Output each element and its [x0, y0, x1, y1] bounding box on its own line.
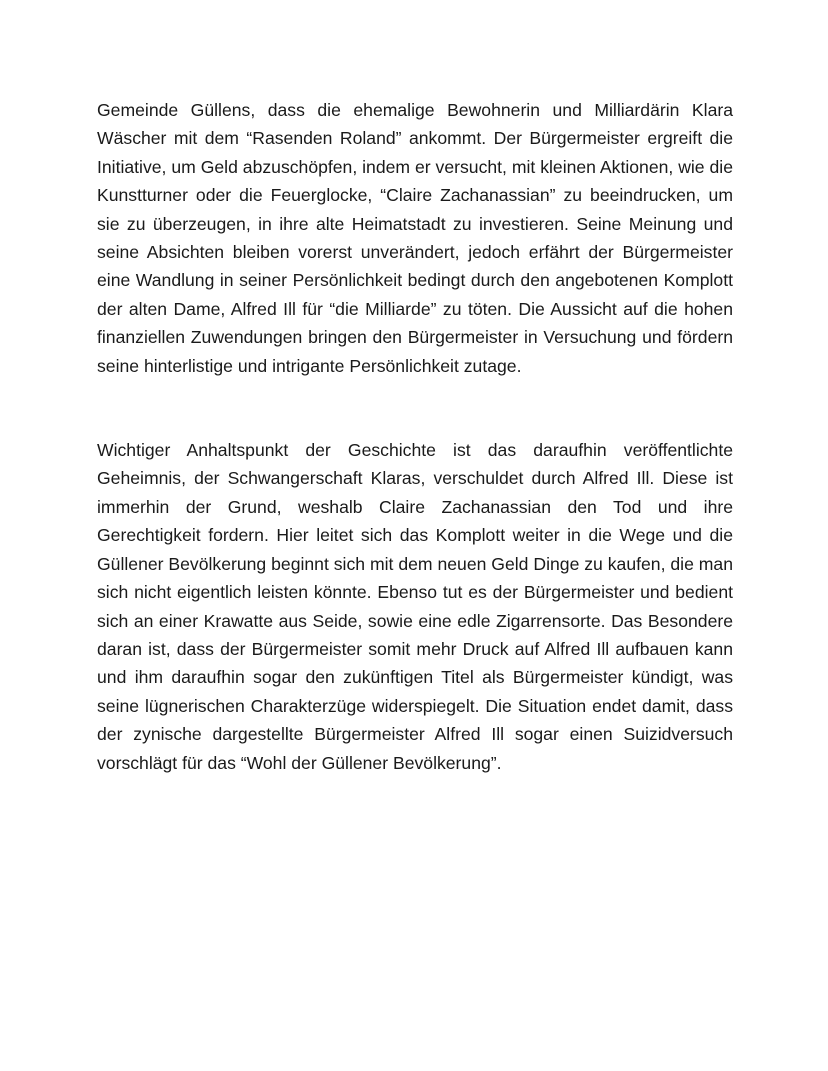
document-body — [97, 96, 733, 777]
paragraph-1: Gemeinde Güllens, dass die ehemalige Bewohnerin und Milliardärin Klara Wäscher mit dem “Rasenden Roland” ankommt. Der Bürgermeister ergreift die Initiative, um Geld abzuschöpfen, indem er versucht, mit kleinen Aktionen, wie die Kunstturner oder die Feuerglocke, “Claire Zachanassian” zu beeindrucken, um sie zu überzeugen, in ihre alte Heimatstadt zu investieren. Seine Meinung und seine Absichten bleiben vorerst unverändert, jedoch erfährt der Bürgermeister eine Wandlung in seiner Persönlichkeit bedingt durch den angebotenen Komplott der alten Dame, Alfred Ill für “die Milliarde” zu töten. Die Aussicht auf die hohen finanziellen Zuwendungen bringen den Bürgermeister in Versuchung und fördern seine hinterlistige und intrigante Persönlichkeit zutage. — [97, 100, 733, 376]
paragraph-2: Wichtiger Anhaltspunkt der Geschichte ist das daraufhin veröffentlichte Geheimnis, der Schwangerschaft Klaras, verschuldet durch Alfred Ill. Diese ist immerhin der Grund, weshalb Claire Zachanassian den Tod und ihre Gerechtigkeit fordern. Hier leitet sich das Komplott weiter in die Wege und die Güllener Bevölkerung beginnt sich mit dem neuen Geld Dinge zu kaufen, die man sich nicht eigentlich leisten könnte. Ebenso tut es der Bürgermeister und bedient sich an einer Krawatte aus Seide, sowie eine edle Zigarrensorte. Das Besondere daran ist, dass der Bürgermeister somit mehr Druck auf Alfred Ill aufbauen kann und ihm daraufhin sogar den zukünftigen Titel als Bürgermeister kündigt, was seine lügnerischen Charakterzüge widerspiegelt. Die Situation endet damit, dass der zynische dargestellte Bürgermeister Alfred Ill sogar einen Suizidversuch vorschlägt für das “Wohl der Güllener Bevölkerung”. — [97, 440, 733, 773]
